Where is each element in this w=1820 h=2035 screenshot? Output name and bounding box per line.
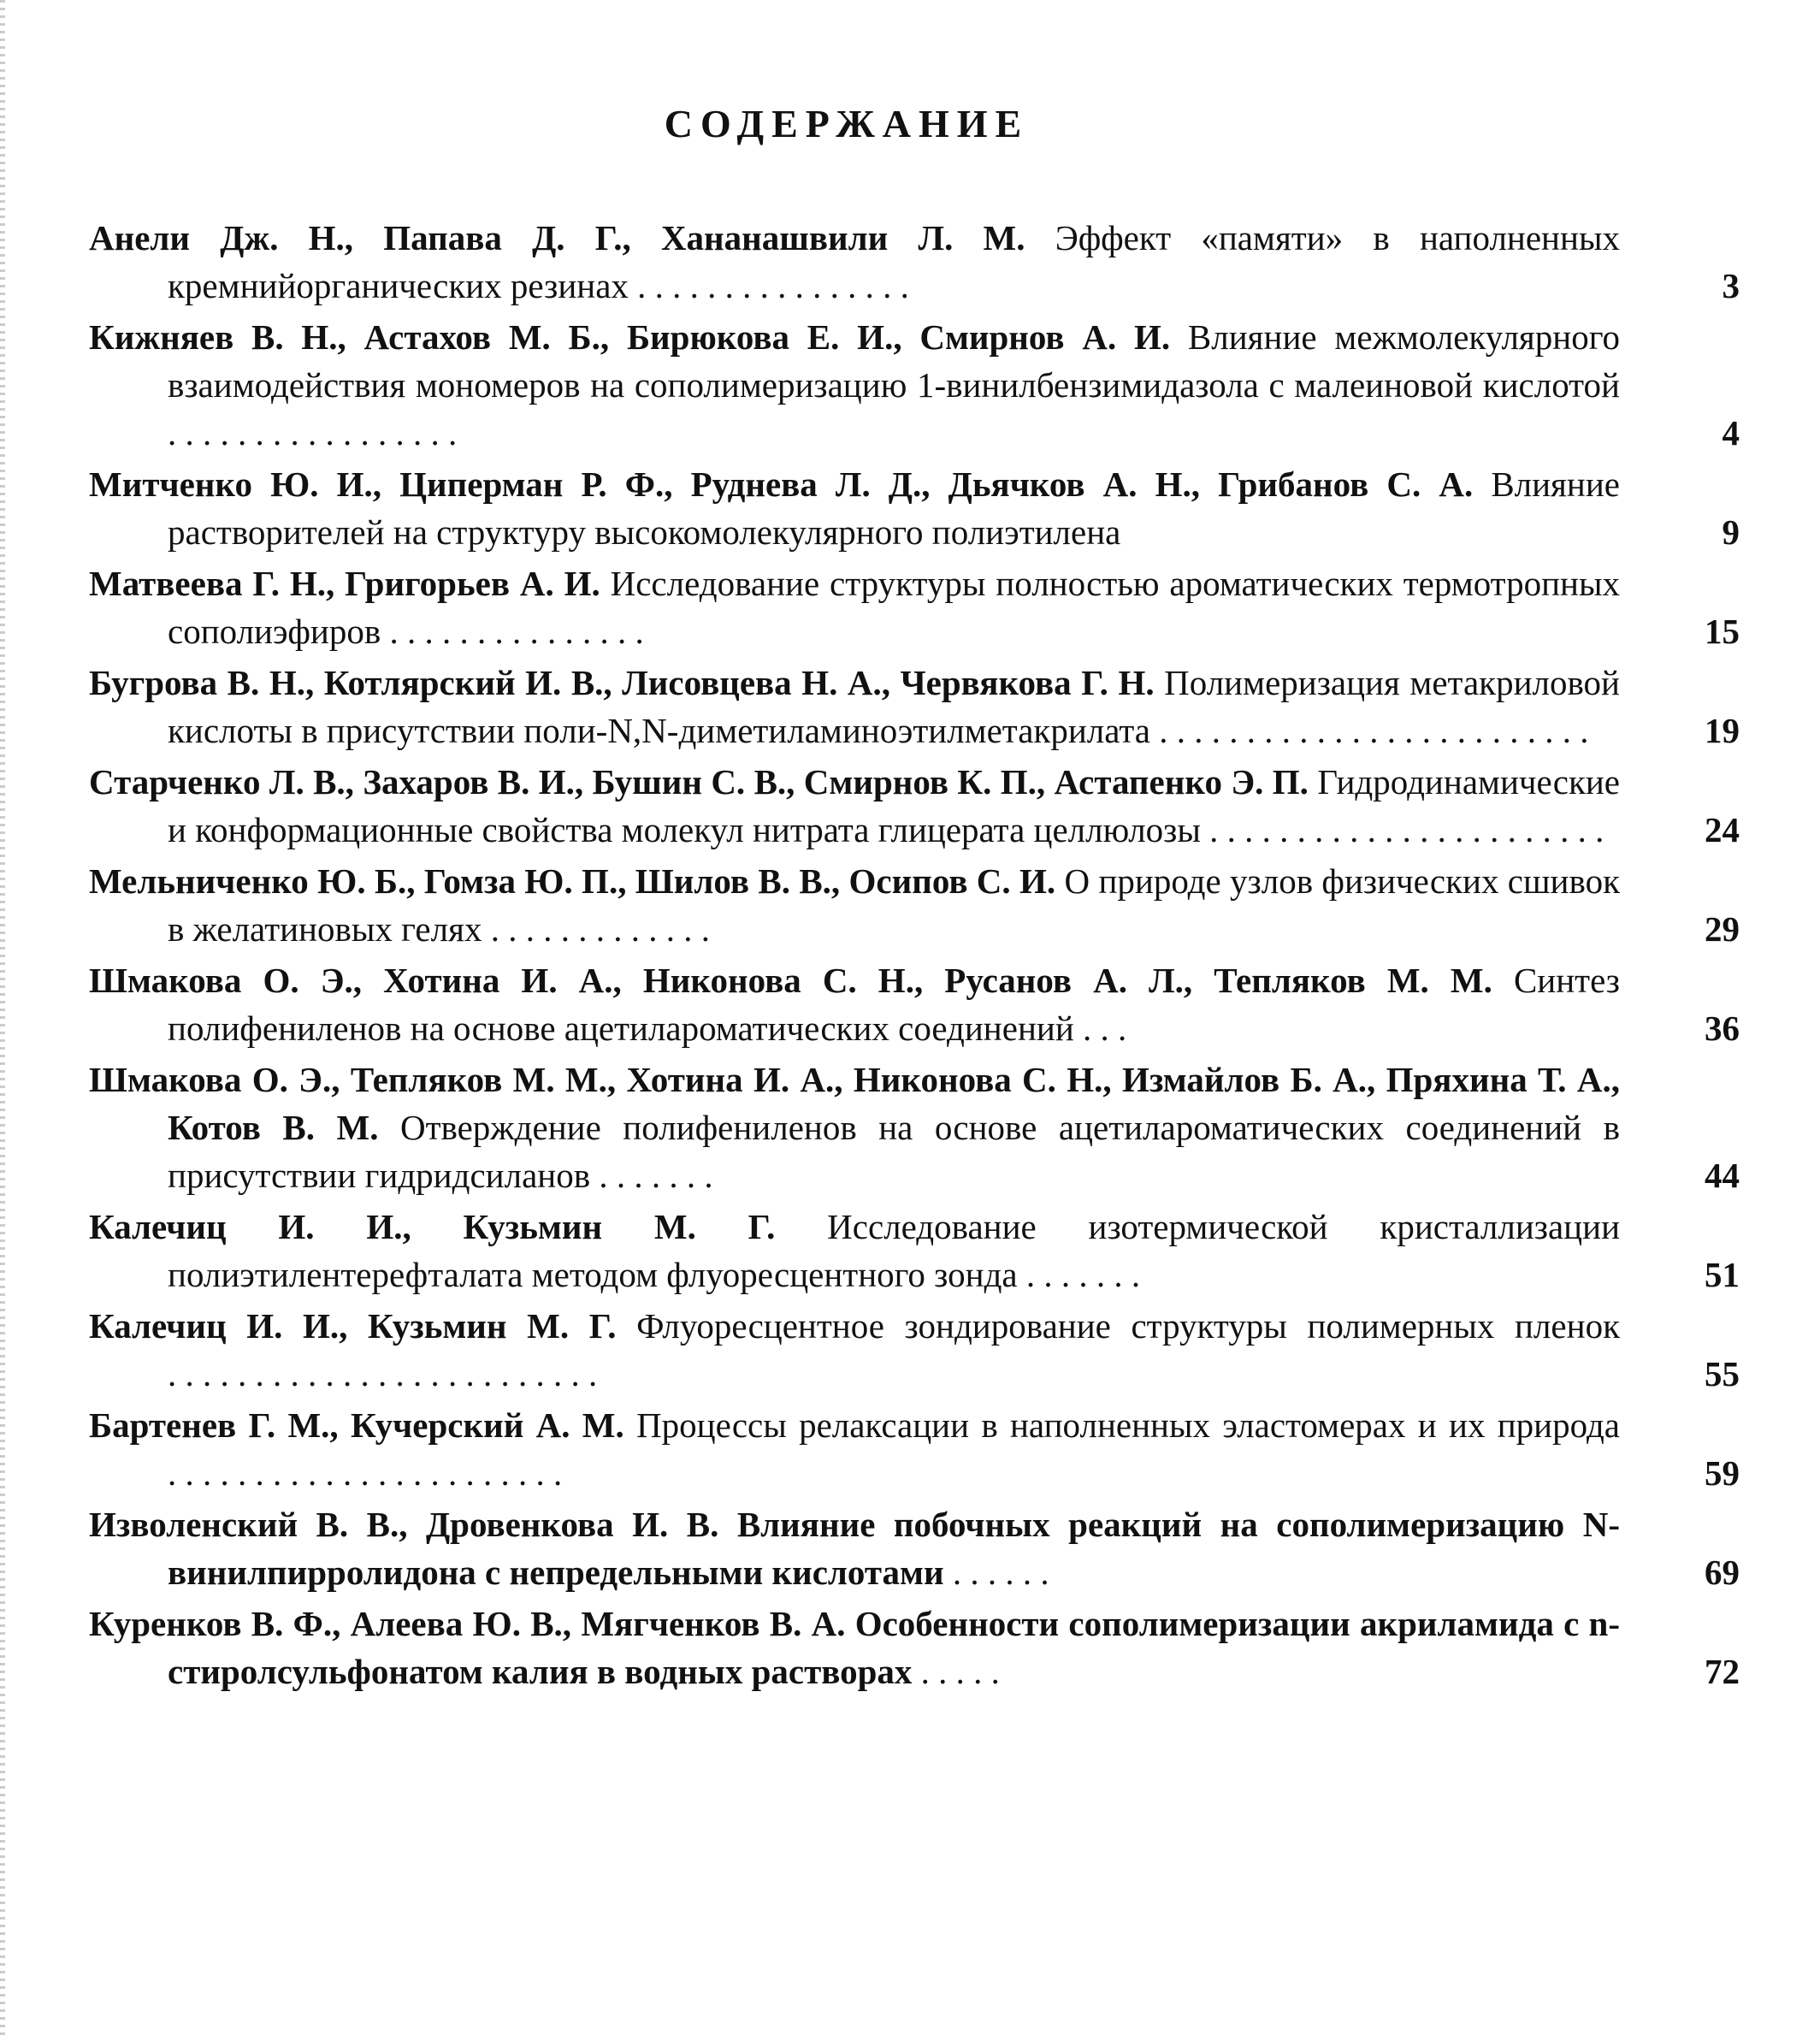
leader-dots: . . . . . . . . . . . . . [490,909,710,949]
entry-page-number: 19 [1705,711,1740,750]
table-of-contents [89,214,1740,1699]
entry-title: О природе узлов физических сшивок в желатиновых гелях [168,861,1620,949]
toc-entry [89,214,1740,310]
leader-dots: . . . . . . . . . . . . . . . . . . . . . . . . . [168,1354,598,1393]
entry-authors: Старченко Л. В., Захаров В. И., Бушин С. В., Смирнов К. П., Астапенко Э. П. [89,762,1309,802]
toc-entry [89,313,1740,457]
entry-page-number: 29 [1705,909,1740,949]
entry-page-number: 51 [1705,1255,1740,1294]
leader-dots: . . . [1083,1009,1127,1048]
entry-title: Отверждение полифениленов на основе ацетилароматических соединений в присутствии гидридсиланов [168,1108,1620,1195]
entry-title: Исследование изотермической кристаллизации полиэтилентерефталата методом флуоресцентного зонда [168,1207,1621,1294]
entry-title: Влияние побочных реакций на сополимеризацию N-винилпирролидона с непредельными кислотами [168,1505,1621,1592]
toc-entry [89,857,1740,953]
entry-authors: Калечиц И. И., Кузьмин М. Г. [89,1306,617,1346]
scan-edge-decoration [0,0,5,2035]
toc-entry [89,1500,1740,1596]
entry-page-number: 69 [1705,1553,1740,1592]
leader-dots: . . . . . . . . . . . . . . . [389,612,644,651]
contents-heading: СОДЕРЖАНИЕ [664,102,1030,145]
toc-entry [89,956,1740,1052]
toc-entry [89,758,1740,854]
entry-authors: Куренков В. Ф., Алеева Ю. В., Мягченков В. А. [89,1604,846,1643]
toc-entry [89,1401,1740,1497]
entry-authors: Мельниченко Ю. Б., Гомза Ю. П., Шилов В. В., Осипов С. И. [89,861,1056,901]
toc-entry [89,1056,1740,1199]
toc-entry [89,1203,1740,1298]
entry-authors: Матвеева Г. Н., Григорьев А. И. [89,564,600,603]
entry-title: Влияние межмолекулярного взаимодействия мономеров на сополимеризацию 1-винилбензимидазола с малеиновой кислотой [168,317,1621,405]
entry-page-number: 59 [1705,1453,1740,1493]
leader-dots: . . . . . . . [1025,1255,1141,1294]
entry-authors: Шмакова О. Э., Тепляков М. М., Хотина И. А., Никонова С. Н., Измайлов Б. А., Пряхина Т. А., Котов В. М. [89,1060,1620,1147]
entry-authors: Кижняев В. Н., Астахов М. Б., Бирюкова Е. И., Смирнов А. И. [89,317,1171,357]
leader-dots: . . . . . [920,1652,1000,1691]
entry-authors: Анели Дж. Н., Папава Д. Г., Хананашвили Л. М. [89,218,1025,257]
entry-title: Процессы релаксации в наполненных эластомерах и их природа [636,1405,1620,1445]
entry-authors: Митченко Ю. И., Циперман Р. Ф., Руднева Л. Д., Дьячков А. Н., Грибанов С. А. [89,464,1474,504]
entry-title: Гидродинамические и конформационные свойства молекул нитрата глицерата целлюлозы [168,762,1620,849]
entry-authors: Бартенев Г. М., Кучерский А. М. [89,1405,624,1445]
leader-dots: . . . . . . [952,1553,1049,1592]
entry-authors: Изволенский В. В., Дровенкова И. В. [89,1505,719,1544]
leader-dots: . . . . . . . . . . . . . . . . . . . . . . . [168,1453,563,1493]
leader-dots: . . . . . . . . . . . . . . . . [637,266,909,305]
entry-title: Флуоресцентное зондирование структуры полимерных пленок [636,1306,1620,1346]
entry-title: Исследование структуры полностью ароматических термотропных сополиэфиров [168,564,1621,651]
leader-dots: . . . . . . . . . . . . . . . . . . . . . . . [1209,810,1604,849]
entry-page-number: 3 [1722,266,1740,305]
entry-page-number: 36 [1705,1009,1740,1048]
entry-title: Влияние растворителей на структуру высокомолекулярного полиэтилена [168,464,1620,552]
leader-dots: . . . . . . . . . . . . . . . . . . . . . . . . . [1159,711,1589,750]
entry-page-number: 72 [1705,1652,1740,1691]
entry-title: Полимеризация метакриловой кислоты в присутствии поли-N,N-диметиламиноэтилметакрилата [168,663,1620,750]
entry-page-number: 4 [1722,413,1740,453]
entry-page-number: 15 [1705,612,1740,651]
toc-entry [89,659,1740,754]
toc-entry [89,559,1740,655]
leader-dots: . . . . . . . [599,1156,713,1195]
toc-entry [89,460,1740,556]
entry-page-number: 44 [1705,1156,1740,1195]
toc-entry [89,1302,1740,1398]
entry-page-number: 24 [1705,810,1740,849]
entry-authors: Калечиц И. И., Кузьмин М. Г. [89,1207,776,1246]
entry-page-number: 55 [1705,1354,1740,1393]
entry-title: Особенности сополимеризации акриламида с n-стиролсульфонатом калия в водных растворах [168,1604,1621,1691]
entry-page-number: 9 [1722,512,1740,552]
toc-entry [89,1600,1740,1695]
entry-authors: Шмакова О. Э., Хотина И. А., Никонова С. Н., Русанов А. Л., Тепляков М. М. [89,961,1492,1000]
entry-authors: Бугрова В. Н., Котлярский И. В., Лисовцева Н. А., Червякова Г. Н. [89,663,1155,702]
entry-title: Синтез полифениленов на основе ацетилароматических соединений [168,961,1620,1048]
leader-dots: . . . . . . . . . . . . . . . . . [168,413,458,453]
entry-title: Эффект «памяти» в наполненных кремнийорганических резинах [168,218,1620,305]
